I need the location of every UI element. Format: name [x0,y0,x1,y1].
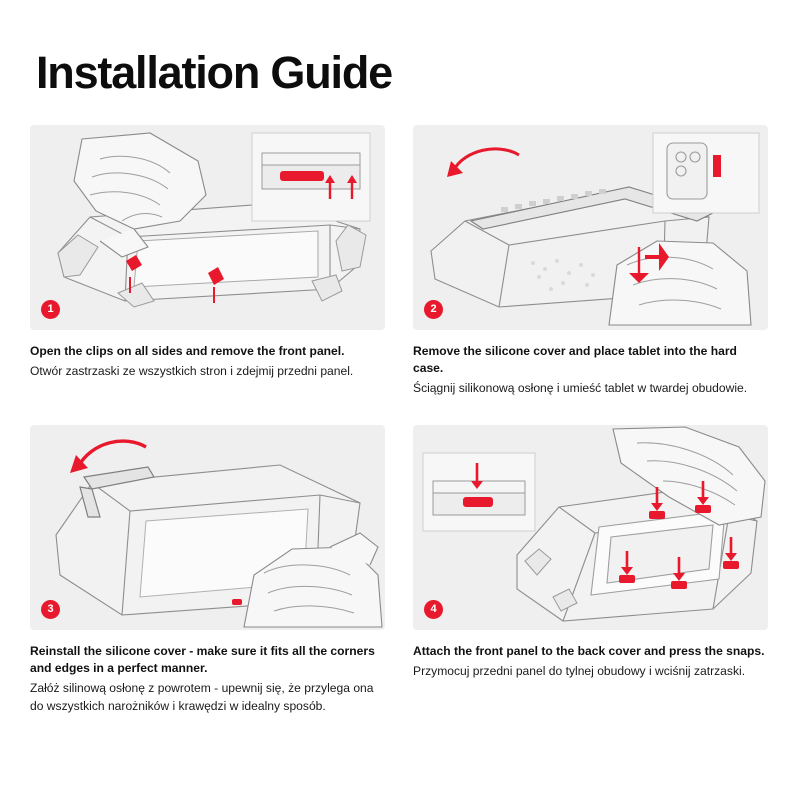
step-1-caption-en: Open the clips on all sides and remove the front panel. [30,344,345,358]
step-1-caption [30,343,382,399]
step-4-number-badge: 4 [424,600,443,619]
step-3-caption [30,643,382,715]
step-1-caption-pl: Otwór zastrzaski ze wszystkich stron i zdejmij przedni panel. [30,364,354,379]
step-4-caption-en: Attach the front panel to the back cover and press the snaps. [413,644,765,658]
step-3 [30,425,385,715]
step-2-caption-en: Remove the silicone cover and place tablet into the hard case. [413,344,737,376]
step-3-illustration [30,425,385,630]
step-2-illustration [413,125,768,330]
step-4 [413,425,768,715]
step-4-caption-pl: Przymocuj przedni panel do tylnej obudowy i wciśnij zatrzaski. [413,664,746,679]
step-2-caption-pl: Ściągnij silikonową osłonę i umieść tablet w twardej obudowie. [413,381,748,396]
step-3-artwork [30,425,385,630]
step-2-caption [413,343,765,399]
step-1-number-badge: 1 [41,300,60,319]
step-1-artwork [30,125,385,330]
step-1-illustration [30,125,385,330]
step-3-caption-en: Reinstall the silicone cover - make sure it fits all the corners and edges in a perfect manner. [30,644,375,676]
step-3-caption-pl: Załóż silinową osłonę z powrotem - upewnij się, że przylega ona do wszystkich narożników i krawędzi w idealny sposób. [30,681,374,713]
step-4-artwork [413,425,768,630]
steps-grid [30,125,770,715]
step-1 [30,125,385,399]
step-2-number-badge: 2 [424,300,443,319]
page-title: Installation Guide [36,47,392,98]
step-3-number-badge: 3 [41,600,60,619]
step-2 [413,125,768,399]
step-4-illustration [413,425,768,630]
step-4-caption [413,643,765,681]
step-2-artwork [413,125,768,330]
